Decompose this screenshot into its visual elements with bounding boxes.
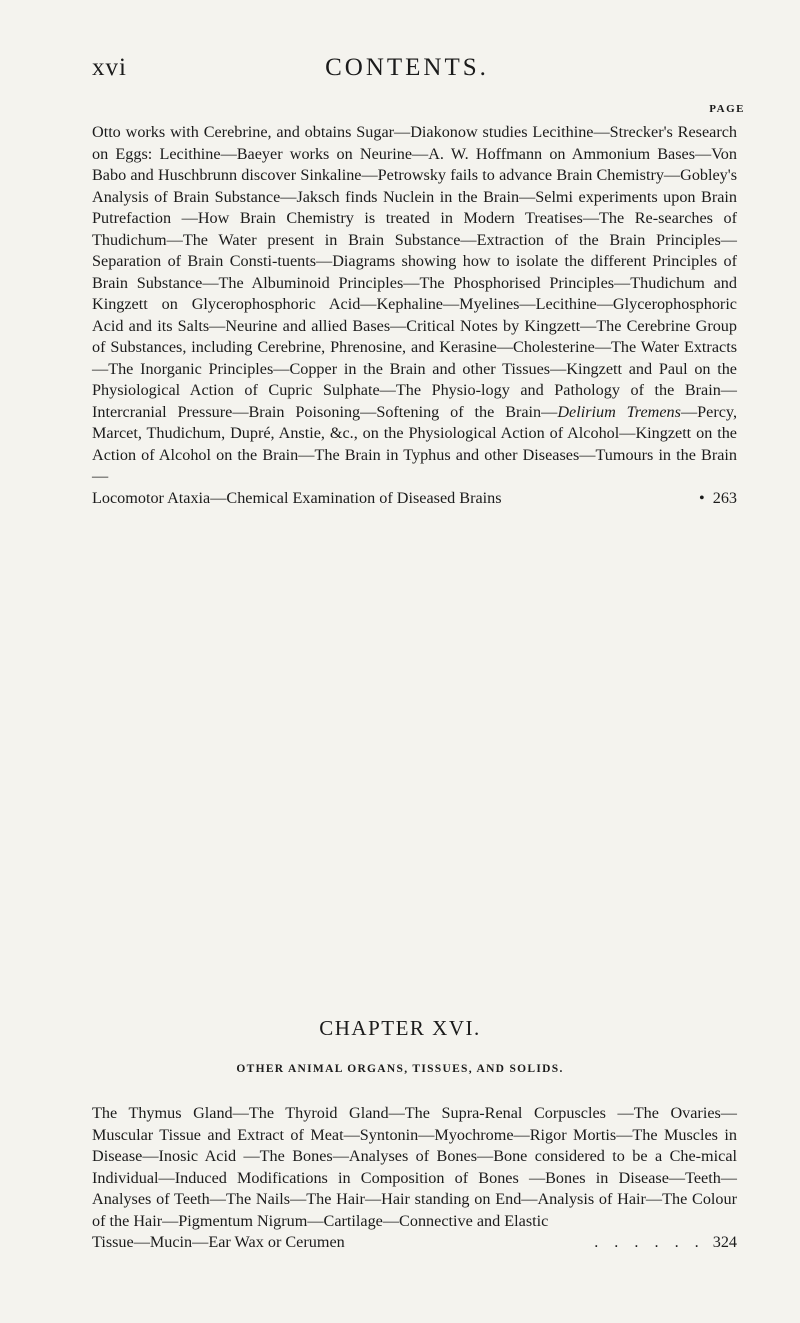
toc-entry-last-line: Tissue—Mucin—Ear Wax or Cerumen xyxy=(92,1233,345,1251)
toc-entry-body: Otto works with Cerebrine, and obtains Sugar—Diakonow studies Lecithine—Strecker's Research on Eggs: Lecithine—Baeyer works on Neurine—A. W. Hoffmann on Ammonium Bases—Von Babo and Huschbrunn discover Sinkaline—Petrowsky fails to advance Brain Chemistry—Gobley's Analysis of Brain Substance—Jaksch finds Nuclein in the Brain—Selmi experiments upon Brain Putrefaction —How Brain Chemistry is treated in Modern Treatises—The Re-searches of Thudichum—The Water present in Brain Substance—Extraction of the Brain Principles—Separation of Brain Consti-tuents—Diagrams showing how to isolate the different Principles of Brain Substance—The Albuminoid Principles—The Phosphorised Principles—Thudichum and Kingzett on Glycerophosphoric Acid—Kephaline—Myelines—Lecithine—Glycerophosphoric Acid and its Salts—Neurine and allied Bases—Critical Notes by Kingzett—The Cerebrine Group of Substances, including Cerebrine, Phrenosine, and Kerasine—Cholesterine—The Water Extracts—The Inorganic Principles—Copper in the Brain and other Tissues—Kingzett and Paul on the Physiological Action of Cupric Sulphate—The Physio-logy and Pathology of the Brain—Intercranial Pressure—Brain Poisoning—Softening of the Brain—Delirium Tremens—Percy, Marcet, Thudichum, Dupré, Anstie, &c., on the Physiological Action of Alcohol—Kingzett on the Action of Alcohol on the Brain—The Brain in Typhus and other Diseases—Tumours in the Brain— xyxy=(92,123,737,485)
running-head-title: CONTENTS. xyxy=(325,54,489,81)
page-column-label: PAGE xyxy=(709,103,745,115)
toc-page-number: 263 xyxy=(712,488,737,507)
toc-entry-chapter-15 xyxy=(92,122,737,509)
toc-entry-final-line xyxy=(92,1232,737,1254)
toc-entry-final-line xyxy=(92,488,737,510)
toc-entry-chapter-16 xyxy=(92,1103,737,1254)
toc-page-number: 324 xyxy=(712,1233,737,1251)
italic-term: Delirium Tremens xyxy=(557,402,681,421)
running-head xyxy=(92,54,722,86)
toc-entry-last-line: Locomotor Ataxia—Chemical Examination of Diseased Brains xyxy=(92,488,502,507)
chapter-subtitle: OTHER ANIMAL ORGANS, TISSUES, AND SOLIDS. xyxy=(236,1063,564,1075)
toc-entry-body: The Thymus Gland—The Thyroid Gland—The Supra-Renal Corpuscles —The Ovaries—Muscular Tissue and Extract of Meat—Syntonin—Myochrome—Rigor Mortis—The Muscles in Disease—Inosic Acid —The Bones—Analyses of Bones—Bone considered to be a Che-mical Individual—Induced Modifications in Composition of Bones —Bones in Disease—Teeth—Analyses of Teeth—The Nails—The Hair—Hair standing on End—Analysis of Hair—The Colour of the Hair—Pigmentum Nigrum—Cartilage—Connective and Elastic xyxy=(92,1104,737,1230)
chapter-heading: CHAPTER XVI. xyxy=(319,1016,481,1040)
dot-leaders: . . . . . . xyxy=(594,1233,705,1251)
dot-leaders: • xyxy=(699,488,705,507)
page-folio: xvi xyxy=(92,54,127,81)
